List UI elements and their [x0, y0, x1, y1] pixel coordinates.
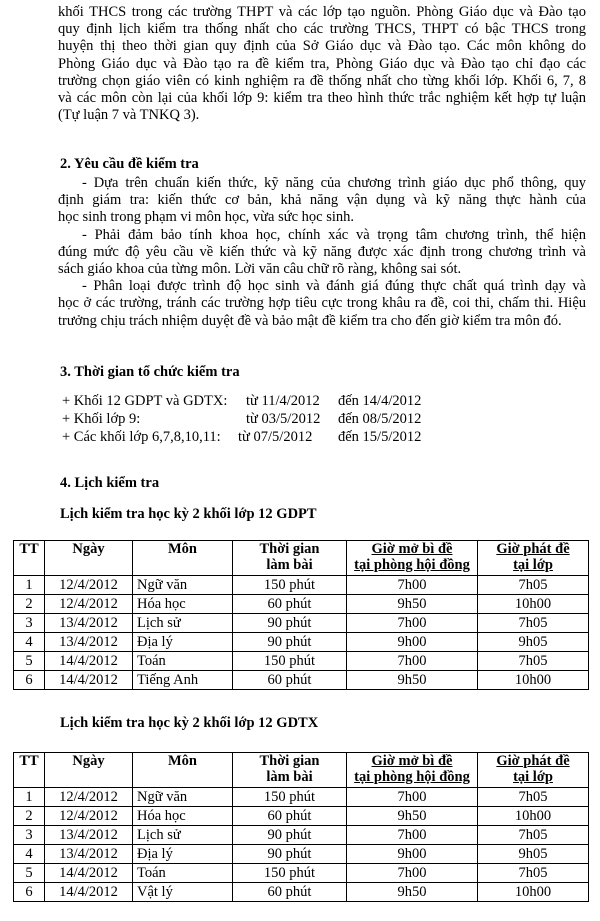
cell-open-time: 7h00 — [347, 826, 478, 845]
header-duration: Thời gian làm bài — [233, 753, 347, 788]
cell-tt: 2 — [14, 595, 45, 614]
cell-duration: 150 phút — [233, 576, 347, 595]
cell-issue-time: 7h05 — [478, 788, 589, 807]
cell-duration: 60 phút — [233, 883, 347, 902]
cell-date: 13/4/2012 — [45, 845, 133, 864]
intro-paragraph — [58, 4, 586, 124]
section-2-body — [58, 175, 586, 330]
table-row — [14, 826, 589, 845]
cell-issue-time: 10h00 — [478, 807, 589, 826]
cell-date: 13/4/2012 — [45, 826, 133, 845]
cell-open-time: 9h50 — [347, 807, 478, 826]
cell-tt: 4 — [14, 633, 45, 652]
table-row — [14, 595, 589, 614]
cell-issue-time: 10h00 — [478, 595, 589, 614]
table-2-title: Lịch kiểm tra học kỳ 2 khối lớp 12 GDTX — [60, 715, 319, 731]
header-open-time: Giờ mở bì đề tại phòng hội đồng — [347, 541, 478, 576]
cell-subject: Ngữ văn — [133, 788, 233, 807]
table-row — [14, 883, 589, 902]
cell-issue-time: 7h05 — [478, 864, 589, 883]
cell-subject: Tiếng Anh — [133, 671, 233, 690]
cell-open-time: 7h00 — [347, 614, 478, 633]
cell-tt: 5 — [14, 652, 45, 671]
cell-open-time: 7h00 — [347, 788, 478, 807]
exam-period-from: từ 03/5/2012 — [246, 411, 321, 427]
cell-date: 12/4/2012 — [45, 807, 133, 826]
cell-issue-time: 10h00 — [478, 671, 589, 690]
cell-open-time: 7h00 — [347, 576, 478, 595]
exam-period-to: đến 08/5/2012 — [338, 411, 422, 427]
intro-line: trường chọn giáo viên có kinh nghiệm ra đề thống nhất cho từng khối lớp. Khối 6, 7, 8 — [58, 72, 586, 89]
cell-open-time: 9h50 — [347, 883, 478, 902]
cell-date: 12/4/2012 — [45, 595, 133, 614]
cell-date: 13/4/2012 — [45, 614, 133, 633]
table-row — [14, 576, 589, 595]
header-issue-time: Giờ phát đề tại lớp — [478, 753, 589, 788]
cell-duration: 90 phút — [233, 614, 347, 633]
cell-tt: 5 — [14, 864, 45, 883]
cell-date: 14/4/2012 — [45, 671, 133, 690]
header-subject: Môn — [133, 753, 233, 788]
cell-tt: 3 — [14, 614, 45, 633]
exam-period-label: + Khối 12 GDPT và GDTX: — [62, 393, 228, 409]
schedule-table-gdpt — [13, 540, 589, 690]
table-row — [14, 845, 589, 864]
cell-open-time: 9h00 — [347, 633, 478, 652]
exam-period-from: từ 07/5/2012 — [238, 429, 313, 445]
table-row — [14, 788, 589, 807]
cell-date: 14/4/2012 — [45, 864, 133, 883]
cell-tt: 1 — [14, 576, 45, 595]
intro-line: huyện thị theo thời gian quy định của Sở Giáo dục và Đào tạo. Các môn không do — [58, 38, 586, 55]
cell-open-time: 7h00 — [347, 652, 478, 671]
cell-duration: 90 phút — [233, 633, 347, 652]
header-issue-time: Giờ phát đề tại lớp — [478, 541, 589, 576]
section-4-heading: 4. Lịch kiểm tra — [60, 475, 160, 491]
intro-line: (Tự luận 7 và TNKQ 3). — [58, 107, 200, 124]
cell-issue-time: 7h05 — [478, 826, 589, 845]
header-tt: TT — [14, 541, 45, 576]
table-row — [14, 864, 589, 883]
cell-issue-time: 7h05 — [478, 614, 589, 633]
cell-subject: Địa lý — [133, 845, 233, 864]
exam-period-label: + Khối lớp 9: — [62, 411, 141, 427]
section-2-line: trưởng chịu trách nhiệm duyệt đề và bảo mật đề kiểm tra cho đến giờ kiểm tra môn đó. — [58, 312, 562, 329]
cell-duration: 60 phút — [233, 671, 347, 690]
cell-tt: 6 — [14, 883, 45, 902]
exam-period-to: đến 15/5/2012 — [338, 429, 422, 445]
section-2-line: học sinh trong phạm vi môn học, vừa sức học sinh. — [58, 209, 355, 226]
header-subject: Môn — [133, 541, 233, 576]
section-2-heading: 2. Yêu cầu đề kiểm tra — [60, 156, 199, 172]
section-3-heading: 3. Thời gian tổ chức kiểm tra — [60, 364, 240, 380]
intro-line: khối THCS trong các trường THPT và các lớp tạo nguồn. Phòng Giáo dục và Đào tạo — [58, 4, 586, 20]
cell-subject: Lịch sử — [133, 614, 233, 633]
table-header-row — [14, 541, 589, 576]
header-duration: Thời gian làm bài — [233, 541, 347, 576]
cell-date: 12/4/2012 — [45, 788, 133, 807]
section-2-line: định giám tra: kiến thức cơ bản, khả năng vận dụng và kỹ năng thực hành của — [58, 192, 586, 209]
cell-subject: Hóa học — [133, 595, 233, 614]
cell-date: 13/4/2012 — [45, 633, 133, 652]
header-date: Ngày — [45, 753, 133, 788]
section-2-line: - Dựa trên chuẩn kiến thức, kỹ năng của chương trình giáo dục phổ thông, quy — [82, 175, 586, 191]
cell-subject: Địa lý — [133, 633, 233, 652]
exam-period-from: từ 11/4/2012 — [246, 393, 320, 409]
cell-tt: 1 — [14, 788, 45, 807]
table-row — [14, 614, 589, 633]
cell-date: 14/4/2012 — [45, 883, 133, 902]
section-2-line: sách giáo khoa của từng môn. Lời văn câu chữ rõ ràng, không sai sót. — [58, 261, 462, 278]
table-1-title: Lịch kiểm tra học kỳ 2 khối lớp 12 GDPT — [60, 506, 317, 522]
header-tt: TT — [14, 753, 45, 788]
cell-duration: 60 phút — [233, 807, 347, 826]
cell-subject: Toán — [133, 652, 233, 671]
cell-subject: Lịch sử — [133, 826, 233, 845]
table-row — [14, 671, 589, 690]
cell-issue-time: 10h00 — [478, 883, 589, 902]
cell-open-time: 9h50 — [347, 595, 478, 614]
cell-open-time: 9h50 — [347, 671, 478, 690]
header-open-time: Giờ mở bì đề tại phòng hội đồng — [347, 753, 478, 788]
intro-line: và các môn còn lại của khối lớp 9: kiểm tra theo hình thức trắc nghiệm kết hợp tự luận — [58, 90, 586, 107]
cell-duration: 60 phút — [233, 595, 347, 614]
cell-open-time: 7h00 — [347, 864, 478, 883]
cell-tt: 2 — [14, 807, 45, 826]
cell-tt: 3 — [14, 826, 45, 845]
cell-issue-time: 7h05 — [478, 652, 589, 671]
cell-date: 12/4/2012 — [45, 576, 133, 595]
exam-period-to: đến 14/4/2012 — [338, 393, 422, 409]
cell-subject: Hóa học — [133, 807, 233, 826]
cell-open-time: 9h00 — [347, 845, 478, 864]
cell-subject: Vật lý — [133, 883, 233, 902]
cell-subject: Ngữ văn — [133, 576, 233, 595]
cell-duration: 150 phút — [233, 864, 347, 883]
cell-issue-time: 9h05 — [478, 633, 589, 652]
intro-line: quy định lịch kiểm tra thống nhất cho các trường THCS, THPT có bậc THCS trong — [58, 21, 586, 38]
cell-duration: 150 phút — [233, 652, 347, 671]
table-row — [14, 633, 589, 652]
cell-date: 14/4/2012 — [45, 652, 133, 671]
cell-duration: 90 phút — [233, 845, 347, 864]
intro-line: Phòng Giáo dục và Đào tạo ra đề kiểm tra, Phòng Giáo dục và Đào tạo chỉ đạo các — [58, 55, 586, 72]
section-2-line: - Phải đảm bảo tính khoa học, chính xác và trọng tâm chương trình, thể hiện — [82, 226, 586, 243]
schedule-table-gdtx — [13, 752, 589, 902]
cell-duration: 150 phút — [233, 788, 347, 807]
cell-issue-time: 7h05 — [478, 576, 589, 595]
section-2-line: học ở các trường, tránh các trường hợp tiêu cực trong khâu ra đề, coi thi, chấm thi. Hiệu — [58, 295, 586, 312]
table-header-row — [14, 753, 589, 788]
section-2-line: - Phân loại được trình độ học sinh và đánh giá đúng thực chất quá trình dạy và — [82, 278, 586, 295]
cell-subject: Toán — [133, 864, 233, 883]
exam-period-label: + Các khối lớp 6,7,8,10,11: — [62, 429, 221, 445]
table-row — [14, 807, 589, 826]
cell-tt: 6 — [14, 671, 45, 690]
header-date: Ngày — [45, 541, 133, 576]
cell-issue-time: 9h05 — [478, 845, 589, 864]
table-row — [14, 652, 589, 671]
cell-tt: 4 — [14, 845, 45, 864]
section-2-line: đúng mức độ yêu cầu về kiến thức và kỹ năng được xác định trong chương trình và — [58, 243, 586, 260]
cell-duration: 90 phút — [233, 826, 347, 845]
